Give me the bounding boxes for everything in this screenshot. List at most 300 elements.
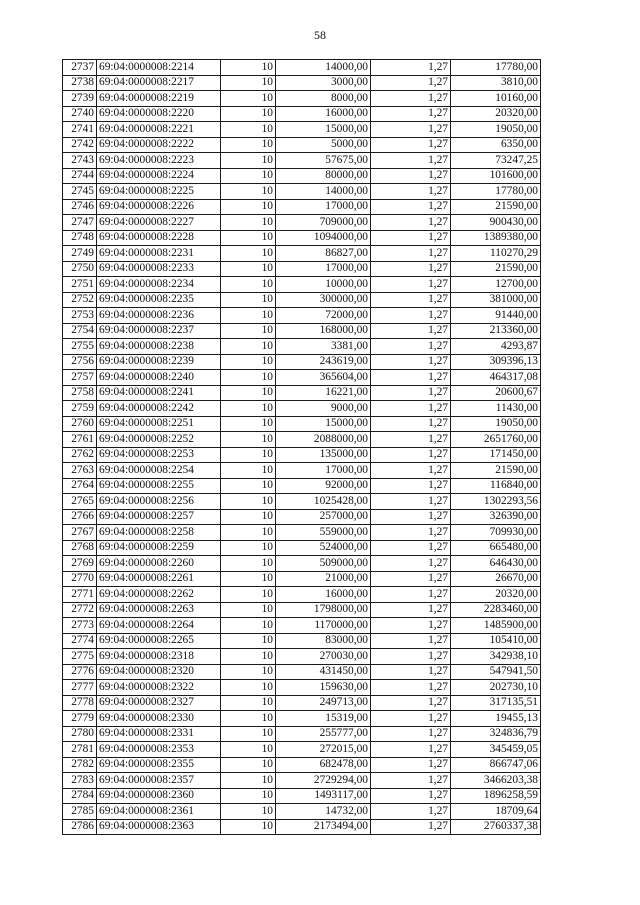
rate-cell: 10 xyxy=(221,556,276,572)
value-cell: 15000,00 xyxy=(276,122,371,138)
cadastral-number: 69:04:0000008:2261 xyxy=(97,571,221,587)
value-cell: 1025428,00 xyxy=(276,494,371,510)
value-cell: 2173494,00 xyxy=(276,819,371,835)
row-index: 2776 xyxy=(63,664,97,680)
cadastral-number: 69:04:0000008:2331 xyxy=(97,726,221,742)
table-row xyxy=(63,804,541,820)
row-index: 2754 xyxy=(63,323,97,339)
coefficient-cell: 1,27 xyxy=(371,819,451,835)
rate-cell: 10 xyxy=(221,587,276,603)
row-index: 2751 xyxy=(63,277,97,293)
coefficient-cell: 1,27 xyxy=(371,432,451,448)
coefficient-cell: 1,27 xyxy=(371,602,451,618)
row-index: 2752 xyxy=(63,292,97,308)
total-cell: 665480,00 xyxy=(451,540,541,556)
total-cell: 21590,00 xyxy=(451,199,541,215)
value-cell: 17000,00 xyxy=(276,463,371,479)
value-cell: 15000,00 xyxy=(276,416,371,432)
table-row xyxy=(63,168,541,184)
cadastral-number: 69:04:0000008:2220 xyxy=(97,106,221,122)
coefficient-cell: 1,27 xyxy=(371,556,451,572)
table-row xyxy=(63,773,541,789)
data-table xyxy=(62,59,541,835)
value-cell: 14732,00 xyxy=(276,804,371,820)
cadastral-number: 69:04:0000008:2219 xyxy=(97,91,221,107)
total-cell: 110270,29 xyxy=(451,246,541,262)
rate-cell: 10 xyxy=(221,695,276,711)
coefficient-cell: 1,27 xyxy=(371,788,451,804)
rate-cell: 10 xyxy=(221,664,276,680)
row-index: 2782 xyxy=(63,757,97,773)
row-index: 2759 xyxy=(63,401,97,417)
cadastral-number: 69:04:0000008:2217 xyxy=(97,75,221,91)
total-cell: 646430,00 xyxy=(451,556,541,572)
coefficient-cell: 1,27 xyxy=(371,75,451,91)
value-cell: 14000,00 xyxy=(276,184,371,200)
table-row xyxy=(63,571,541,587)
row-index: 2771 xyxy=(63,587,97,603)
row-index: 2785 xyxy=(63,804,97,820)
total-cell: 11430,00 xyxy=(451,401,541,417)
row-index: 2774 xyxy=(63,633,97,649)
value-cell: 1094000,00 xyxy=(276,230,371,246)
total-cell: 317135,51 xyxy=(451,695,541,711)
table-row xyxy=(63,447,541,463)
total-cell: 26670,00 xyxy=(451,571,541,587)
table-row xyxy=(63,649,541,665)
rate-cell: 10 xyxy=(221,463,276,479)
rate-cell: 10 xyxy=(221,277,276,293)
total-cell: 1302293,56 xyxy=(451,494,541,510)
value-cell: 9000,00 xyxy=(276,401,371,417)
cadastral-number: 69:04:0000008:2257 xyxy=(97,509,221,525)
row-index: 2768 xyxy=(63,540,97,556)
rate-cell: 10 xyxy=(221,308,276,324)
cadastral-number: 69:04:0000008:2361 xyxy=(97,804,221,820)
cadastral-number: 69:04:0000008:2238 xyxy=(97,339,221,355)
cadastral-number: 69:04:0000008:2330 xyxy=(97,711,221,727)
rate-cell: 10 xyxy=(221,230,276,246)
value-cell: 270030,00 xyxy=(276,649,371,665)
table-row xyxy=(63,478,541,494)
total-cell: 21590,00 xyxy=(451,261,541,277)
row-index: 2756 xyxy=(63,354,97,370)
row-index: 2753 xyxy=(63,308,97,324)
table-row xyxy=(63,463,541,479)
coefficient-cell: 1,27 xyxy=(371,215,451,231)
value-cell: 509000,00 xyxy=(276,556,371,572)
cadastral-number: 69:04:0000008:2327 xyxy=(97,695,221,711)
value-cell: 243619,00 xyxy=(276,354,371,370)
coefficient-cell: 1,27 xyxy=(371,184,451,200)
coefficient-cell: 1,27 xyxy=(371,680,451,696)
coefficient-cell: 1,27 xyxy=(371,525,451,541)
coefficient-cell: 1,27 xyxy=(371,494,451,510)
table-row xyxy=(63,339,541,355)
table-row xyxy=(63,401,541,417)
row-index: 2773 xyxy=(63,618,97,634)
row-index: 2769 xyxy=(63,556,97,572)
cadastral-number: 69:04:0000008:2360 xyxy=(97,788,221,804)
rate-cell: 10 xyxy=(221,292,276,308)
coefficient-cell: 1,27 xyxy=(371,401,451,417)
total-cell: 202730,10 xyxy=(451,680,541,696)
table-row xyxy=(63,323,541,339)
rate-cell: 10 xyxy=(221,137,276,153)
cadastral-number: 69:04:0000008:2357 xyxy=(97,773,221,789)
total-cell: 2283460,00 xyxy=(451,602,541,618)
value-cell: 16221,00 xyxy=(276,385,371,401)
cadastral-number: 69:04:0000008:2239 xyxy=(97,354,221,370)
row-index: 2765 xyxy=(63,494,97,510)
cadastral-number: 69:04:0000008:2221 xyxy=(97,122,221,138)
value-cell: 16000,00 xyxy=(276,106,371,122)
cadastral-number: 69:04:0000008:2318 xyxy=(97,649,221,665)
rate-cell: 10 xyxy=(221,680,276,696)
coefficient-cell: 1,27 xyxy=(371,339,451,355)
rate-cell: 10 xyxy=(221,757,276,773)
coefficient-cell: 1,27 xyxy=(371,153,451,169)
coefficient-cell: 1,27 xyxy=(371,137,451,153)
table-row xyxy=(63,556,541,572)
cadastral-number: 69:04:0000008:2251 xyxy=(97,416,221,432)
value-cell: 1798000,00 xyxy=(276,602,371,618)
cadastral-number: 69:04:0000008:2240 xyxy=(97,370,221,386)
total-cell: 3466203,38 xyxy=(451,773,541,789)
total-cell: 900430,00 xyxy=(451,215,541,231)
row-index: 2742 xyxy=(63,137,97,153)
row-index: 2770 xyxy=(63,571,97,587)
value-cell: 159630,00 xyxy=(276,680,371,696)
total-cell: 12700,00 xyxy=(451,277,541,293)
cadastral-number: 69:04:0000008:2263 xyxy=(97,602,221,618)
total-cell: 1485900,00 xyxy=(451,618,541,634)
coefficient-cell: 1,27 xyxy=(371,587,451,603)
coefficient-cell: 1,27 xyxy=(371,385,451,401)
coefficient-cell: 1,27 xyxy=(371,292,451,308)
rate-cell: 10 xyxy=(221,339,276,355)
cadastral-number: 69:04:0000008:2259 xyxy=(97,540,221,556)
row-index: 2775 xyxy=(63,649,97,665)
rate-cell: 10 xyxy=(221,215,276,231)
value-cell: 83000,00 xyxy=(276,633,371,649)
cadastral-number: 69:04:0000008:2254 xyxy=(97,463,221,479)
total-cell: 1389380,00 xyxy=(451,230,541,246)
table-row xyxy=(63,757,541,773)
table-row xyxy=(63,494,541,510)
value-cell: 72000,00 xyxy=(276,308,371,324)
cadastral-number: 69:04:0000008:2222 xyxy=(97,137,221,153)
row-index: 2779 xyxy=(63,711,97,727)
total-cell: 19050,00 xyxy=(451,122,541,138)
value-cell: 682478,00 xyxy=(276,757,371,773)
value-cell: 431450,00 xyxy=(276,664,371,680)
coefficient-cell: 1,27 xyxy=(371,354,451,370)
coefficient-cell: 1,27 xyxy=(371,91,451,107)
table-row xyxy=(63,416,541,432)
total-cell: 73247,25 xyxy=(451,153,541,169)
table-row xyxy=(63,602,541,618)
cadastral-number: 69:04:0000008:2231 xyxy=(97,246,221,262)
total-cell: 20320,00 xyxy=(451,587,541,603)
coefficient-cell: 1,27 xyxy=(371,804,451,820)
cadastral-number: 69:04:0000008:2363 xyxy=(97,819,221,835)
cadastral-number: 69:04:0000008:2241 xyxy=(97,385,221,401)
table-row xyxy=(63,75,541,91)
row-index: 2739 xyxy=(63,91,97,107)
table-row xyxy=(63,587,541,603)
row-index: 2767 xyxy=(63,525,97,541)
rate-cell: 10 xyxy=(221,153,276,169)
row-index: 2758 xyxy=(63,385,97,401)
total-cell: 19455,13 xyxy=(451,711,541,727)
cadastral-number: 69:04:0000008:2253 xyxy=(97,447,221,463)
row-index: 2780 xyxy=(63,726,97,742)
coefficient-cell: 1,27 xyxy=(371,757,451,773)
rate-cell: 10 xyxy=(221,385,276,401)
row-index: 2781 xyxy=(63,742,97,758)
value-cell: 272015,00 xyxy=(276,742,371,758)
table-row xyxy=(63,711,541,727)
value-cell: 8000,00 xyxy=(276,91,371,107)
rate-cell: 10 xyxy=(221,106,276,122)
total-cell: 326390,00 xyxy=(451,509,541,525)
total-cell: 324836,79 xyxy=(451,726,541,742)
value-cell: 92000,00 xyxy=(276,478,371,494)
total-cell: 91440,00 xyxy=(451,308,541,324)
cadastral-number: 69:04:0000008:2236 xyxy=(97,308,221,324)
rate-cell: 10 xyxy=(221,168,276,184)
value-cell: 255777,00 xyxy=(276,726,371,742)
table-row xyxy=(63,509,541,525)
total-cell: 18709,64 xyxy=(451,804,541,820)
value-cell: 15319,00 xyxy=(276,711,371,727)
total-cell: 3810,00 xyxy=(451,75,541,91)
table-row xyxy=(63,370,541,386)
value-cell: 559000,00 xyxy=(276,525,371,541)
total-cell: 20320,00 xyxy=(451,106,541,122)
table-row xyxy=(63,60,541,76)
table-row xyxy=(63,664,541,680)
rate-cell: 10 xyxy=(221,199,276,215)
cadastral-number: 69:04:0000008:2227 xyxy=(97,215,221,231)
row-index: 2783 xyxy=(63,773,97,789)
cadastral-number: 69:04:0000008:2255 xyxy=(97,478,221,494)
cadastral-number: 69:04:0000008:2228 xyxy=(97,230,221,246)
coefficient-cell: 1,27 xyxy=(371,122,451,138)
row-index: 2766 xyxy=(63,509,97,525)
row-index: 2784 xyxy=(63,788,97,804)
total-cell: 171450,00 xyxy=(451,447,541,463)
cadastral-number: 69:04:0000008:2214 xyxy=(97,60,221,76)
total-cell: 1896258,59 xyxy=(451,788,541,804)
cadastral-number: 69:04:0000008:2225 xyxy=(97,184,221,200)
rate-cell: 10 xyxy=(221,819,276,835)
table-row xyxy=(63,153,541,169)
table-row xyxy=(63,525,541,541)
table-row xyxy=(63,91,541,107)
table-row xyxy=(63,277,541,293)
coefficient-cell: 1,27 xyxy=(371,618,451,634)
rate-cell: 10 xyxy=(221,246,276,262)
value-cell: 16000,00 xyxy=(276,587,371,603)
rate-cell: 10 xyxy=(221,354,276,370)
rate-cell: 10 xyxy=(221,525,276,541)
table-row xyxy=(63,199,541,215)
value-cell: 709000,00 xyxy=(276,215,371,231)
cadastral-number: 69:04:0000008:2262 xyxy=(97,587,221,603)
value-cell: 10000,00 xyxy=(276,277,371,293)
value-cell: 135000,00 xyxy=(276,447,371,463)
rate-cell: 10 xyxy=(221,122,276,138)
row-index: 2755 xyxy=(63,339,97,355)
coefficient-cell: 1,27 xyxy=(371,571,451,587)
row-index: 2740 xyxy=(63,106,97,122)
rate-cell: 10 xyxy=(221,788,276,804)
table-row xyxy=(63,540,541,556)
coefficient-cell: 1,27 xyxy=(371,695,451,711)
value-cell: 365604,00 xyxy=(276,370,371,386)
page-number: 58 xyxy=(314,28,326,42)
table-row xyxy=(63,106,541,122)
table-row xyxy=(63,215,541,231)
rate-cell: 10 xyxy=(221,726,276,742)
rate-cell: 10 xyxy=(221,494,276,510)
cadastral-number: 69:04:0000008:2322 xyxy=(97,680,221,696)
total-cell: 213360,00 xyxy=(451,323,541,339)
row-index: 2747 xyxy=(63,215,97,231)
table-row xyxy=(63,633,541,649)
total-cell: 345459,05 xyxy=(451,742,541,758)
coefficient-cell: 1,27 xyxy=(371,106,451,122)
table-row xyxy=(63,385,541,401)
coefficient-cell: 1,27 xyxy=(371,478,451,494)
coefficient-cell: 1,27 xyxy=(371,277,451,293)
rate-cell: 10 xyxy=(221,416,276,432)
rate-cell: 10 xyxy=(221,602,276,618)
total-cell: 10160,00 xyxy=(451,91,541,107)
total-cell: 17780,00 xyxy=(451,184,541,200)
value-cell: 2088000,00 xyxy=(276,432,371,448)
total-cell: 547941,50 xyxy=(451,664,541,680)
cadastral-number: 69:04:0000008:2235 xyxy=(97,292,221,308)
value-cell: 168000,00 xyxy=(276,323,371,339)
value-cell: 5000,00 xyxy=(276,137,371,153)
cadastral-number: 69:04:0000008:2265 xyxy=(97,633,221,649)
coefficient-cell: 1,27 xyxy=(371,509,451,525)
total-cell: 381000,00 xyxy=(451,292,541,308)
cadastral-number: 69:04:0000008:2223 xyxy=(97,153,221,169)
total-cell: 309396,13 xyxy=(451,354,541,370)
rate-cell: 10 xyxy=(221,540,276,556)
rate-cell: 10 xyxy=(221,509,276,525)
row-index: 2778 xyxy=(63,695,97,711)
table-row xyxy=(63,292,541,308)
rate-cell: 10 xyxy=(221,711,276,727)
table-row xyxy=(63,261,541,277)
coefficient-cell: 1,27 xyxy=(371,246,451,262)
value-cell: 1170000,00 xyxy=(276,618,371,634)
coefficient-cell: 1,27 xyxy=(371,726,451,742)
rate-cell: 10 xyxy=(221,618,276,634)
row-index: 2764 xyxy=(63,478,97,494)
table-row xyxy=(63,788,541,804)
cadastral-number: 69:04:0000008:2242 xyxy=(97,401,221,417)
row-index: 2744 xyxy=(63,168,97,184)
rate-cell: 10 xyxy=(221,323,276,339)
rate-cell: 10 xyxy=(221,571,276,587)
rate-cell: 10 xyxy=(221,91,276,107)
table-row xyxy=(63,230,541,246)
row-index: 2748 xyxy=(63,230,97,246)
cadastral-number: 69:04:0000008:2224 xyxy=(97,168,221,184)
row-index: 2743 xyxy=(63,153,97,169)
coefficient-cell: 1,27 xyxy=(371,370,451,386)
rate-cell: 10 xyxy=(221,649,276,665)
value-cell: 57675,00 xyxy=(276,153,371,169)
row-index: 2737 xyxy=(63,60,97,76)
cadastral-number: 69:04:0000008:2237 xyxy=(97,323,221,339)
row-index: 2741 xyxy=(63,122,97,138)
row-index: 2745 xyxy=(63,184,97,200)
rate-cell: 10 xyxy=(221,447,276,463)
value-cell: 1493117,00 xyxy=(276,788,371,804)
table-row xyxy=(63,742,541,758)
rate-cell: 10 xyxy=(221,432,276,448)
value-cell: 3381,00 xyxy=(276,339,371,355)
row-index: 2761 xyxy=(63,432,97,448)
table-row xyxy=(63,137,541,153)
coefficient-cell: 1,27 xyxy=(371,649,451,665)
cadastral-number: 69:04:0000008:2233 xyxy=(97,261,221,277)
row-index: 2777 xyxy=(63,680,97,696)
table-row xyxy=(63,308,541,324)
rate-cell: 10 xyxy=(221,773,276,789)
value-cell: 21000,00 xyxy=(276,571,371,587)
row-index: 2786 xyxy=(63,819,97,835)
coefficient-cell: 1,27 xyxy=(371,60,451,76)
table-row xyxy=(63,726,541,742)
coefficient-cell: 1,27 xyxy=(371,168,451,184)
rate-cell: 10 xyxy=(221,401,276,417)
table-row xyxy=(63,432,541,448)
table-row xyxy=(63,680,541,696)
total-cell: 116840,00 xyxy=(451,478,541,494)
total-cell: 4293,87 xyxy=(451,339,541,355)
coefficient-cell: 1,27 xyxy=(371,711,451,727)
coefficient-cell: 1,27 xyxy=(371,261,451,277)
coefficient-cell: 1,27 xyxy=(371,308,451,324)
table-row xyxy=(63,122,541,138)
rate-cell: 10 xyxy=(221,370,276,386)
coefficient-cell: 1,27 xyxy=(371,633,451,649)
value-cell: 17000,00 xyxy=(276,199,371,215)
total-cell: 6350,00 xyxy=(451,137,541,153)
coefficient-cell: 1,27 xyxy=(371,323,451,339)
row-index: 2760 xyxy=(63,416,97,432)
coefficient-cell: 1,27 xyxy=(371,742,451,758)
rate-cell: 10 xyxy=(221,184,276,200)
value-cell: 524000,00 xyxy=(276,540,371,556)
total-cell: 21590,00 xyxy=(451,463,541,479)
cadastral-number: 69:04:0000008:2264 xyxy=(97,618,221,634)
value-cell: 17000,00 xyxy=(276,261,371,277)
table-body xyxy=(63,60,541,835)
table-row xyxy=(63,695,541,711)
row-index: 2757 xyxy=(63,370,97,386)
cadastral-number: 69:04:0000008:2258 xyxy=(97,525,221,541)
cadastral-number: 69:04:0000008:2320 xyxy=(97,664,221,680)
